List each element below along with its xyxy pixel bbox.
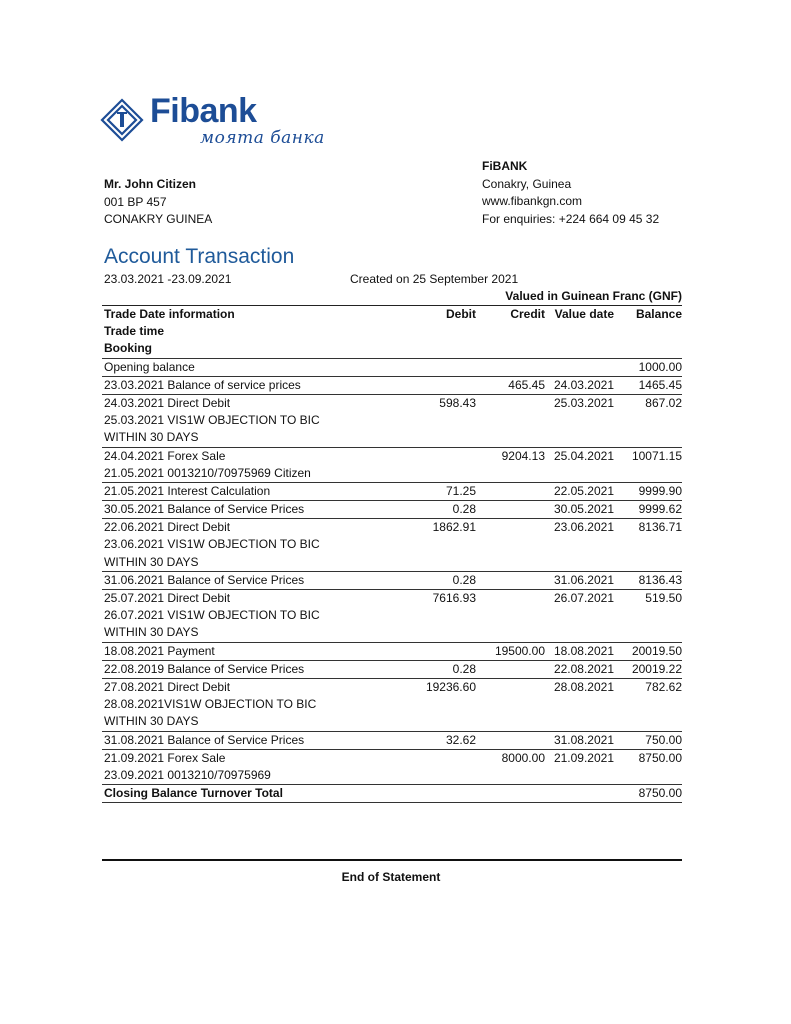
cell-value-date [545, 624, 614, 641]
table-row [102, 679, 682, 696]
header-credit: Credit [510, 307, 545, 321]
cell-description: WITHIN 30 DAYS [104, 714, 199, 729]
cell-balance [614, 713, 682, 730]
cell-value-date [545, 607, 614, 624]
cell-credit [476, 412, 545, 429]
logo-wordmark: Fibank [150, 92, 257, 130]
cell-credit [476, 501, 545, 518]
cell-description: 25.07.2021 Direct Debit [104, 591, 231, 605]
cell-value-date: 18.08.2021 [553, 643, 614, 658]
cell-balance: 8750.00 [638, 750, 682, 765]
table-row [102, 519, 682, 536]
cell-credit: 19500.00 [494, 643, 545, 658]
cell-credit [476, 429, 545, 446]
transaction-group [102, 643, 682, 661]
cell-debit: 598.43 [439, 395, 476, 410]
header-value-date: Value date [554, 307, 614, 321]
cell-balance: 9999.62 [638, 502, 682, 517]
cell-credit [476, 590, 545, 607]
cell-credit: 8000.00 [501, 750, 545, 765]
cell-value-date [545, 465, 614, 482]
closing-balance: 8750.00 [638, 786, 682, 801]
cell-credit [476, 359, 545, 376]
cell-description: 22.08.2019 Balance of Service Prices [104, 661, 305, 676]
cell-credit [476, 661, 545, 678]
cell-description: 23.06.2021 VIS1W OBJECTION TO BIC [104, 537, 320, 552]
transaction-group [102, 679, 682, 732]
cell-description: 18.08.2021 Payment [104, 643, 215, 658]
header-booking: Booking [104, 341, 152, 356]
table-row [102, 395, 682, 412]
customer-address [104, 176, 212, 229]
cell-debit [404, 465, 476, 482]
cell-credit: 465.45 [508, 377, 545, 392]
table-row [102, 429, 682, 446]
table-row [102, 750, 682, 767]
transaction-group [102, 661, 682, 679]
table-row [102, 696, 682, 713]
cell-debit [404, 750, 476, 767]
cell-debit [404, 429, 476, 446]
cell-credit [476, 732, 545, 749]
statement-period: 23.03.2021 -23.09.2021 [104, 272, 232, 286]
table-row [102, 554, 682, 571]
cell-debit [404, 713, 476, 730]
table-row [102, 590, 682, 607]
cell-balance: 8136.71 [638, 520, 682, 535]
cell-balance: 519.50 [645, 591, 682, 605]
table-row [102, 501, 682, 518]
cell-value-date [545, 696, 614, 713]
cell-debit [404, 377, 476, 394]
cell-debit [404, 767, 476, 784]
table-row [102, 572, 682, 589]
customer-address-line1: 001 BP 457 [104, 194, 167, 209]
cell-balance [614, 429, 682, 446]
cell-credit [476, 696, 545, 713]
cell-value-date: 26.07.2021 [553, 591, 614, 605]
cell-credit [476, 519, 545, 536]
table-row [102, 661, 682, 678]
cell-debit: 71.25 [445, 483, 476, 498]
cell-credit [476, 536, 545, 553]
cell-description: 21.09.2021 Forex Sale [104, 750, 226, 765]
cell-value-date: 22.05.2021 [553, 483, 614, 498]
cell-value-date: 23.06.2021 [553, 520, 614, 535]
transaction-group [102, 483, 682, 501]
cell-description: WITHIN 30 DAYS [104, 625, 199, 640]
cell-debit [404, 554, 476, 571]
fibank-logo [100, 92, 350, 156]
cell-description: 25.03.2021 VIS1W OBJECTION TO BIC [104, 413, 320, 428]
transactions-table [102, 305, 682, 803]
cell-debit [404, 359, 476, 376]
cell-debit [404, 607, 476, 624]
cell-value-date: 24.03.2021 [553, 377, 614, 392]
cell-balance [614, 696, 682, 713]
cell-description: 21.05.2021 Interest Calculation [104, 483, 271, 498]
table-row [102, 607, 682, 624]
cell-description: 23.09.2021 0013210/70975969 [104, 767, 271, 782]
transaction-group [102, 750, 682, 785]
table-body [102, 359, 682, 786]
cell-debit [404, 696, 476, 713]
page-title: Account Transaction [104, 245, 295, 268]
cell-credit [476, 395, 545, 412]
cell-description: 30.05.2021 Balance of Service Prices [104, 502, 305, 517]
transaction-group [102, 395, 682, 448]
cell-credit [476, 679, 545, 696]
bank-enquiries: For enquiries: +224 664 09 45 32 [482, 211, 660, 226]
cell-balance [614, 767, 682, 784]
cell-balance [614, 465, 682, 482]
table-row [102, 643, 682, 660]
cell-description: 31.06.2021 Balance of Service Prices [104, 572, 305, 587]
cell-credit [476, 767, 545, 784]
cell-debit: 1862.91 [432, 520, 476, 535]
transaction-group [102, 590, 682, 643]
cell-debit: 0.28 [452, 661, 476, 676]
header-balance: Balance [635, 307, 682, 321]
cell-balance: 20019.50 [631, 643, 682, 658]
cell-description: 24.04.2021 Forex Sale [104, 448, 226, 463]
transaction-group [102, 501, 682, 519]
cell-credit: 9204.13 [501, 448, 545, 463]
cell-credit [476, 572, 545, 589]
cell-value-date: 30.05.2021 [553, 502, 614, 517]
cell-value-date: 22.08.2021 [553, 661, 614, 676]
cell-value-date [545, 713, 614, 730]
cell-description: 31.08.2021 Balance of Service Prices [104, 732, 305, 747]
cell-debit [404, 412, 476, 429]
transaction-group [102, 732, 682, 750]
cell-value-date [545, 412, 614, 429]
table-row [102, 483, 682, 500]
cell-balance: 10071.15 [631, 448, 682, 463]
cell-debit [404, 624, 476, 641]
table-row [102, 465, 682, 482]
cell-value-date: 25.04.2021 [553, 448, 614, 463]
cell-value-date [545, 767, 614, 784]
cell-balance: 20019.22 [631, 661, 682, 676]
customer-name: Mr. John Citizen [104, 177, 197, 191]
cell-balance [614, 624, 682, 641]
cell-value-date: 21.09.2021 [553, 750, 614, 765]
cell-description: WITHIN 30 DAYS [104, 554, 199, 569]
cell-value-date: 28.08.2021 [553, 679, 614, 694]
cell-credit [476, 713, 545, 730]
closing-balance-row [102, 785, 682, 803]
cell-balance: 750.00 [645, 732, 682, 747]
cell-description: 22.06.2021 Direct Debit [104, 520, 231, 535]
table-row [102, 536, 682, 553]
cell-debit [404, 536, 476, 553]
cell-value-date [545, 429, 614, 446]
cell-balance: 867.02 [645, 395, 682, 410]
transaction-group [102, 448, 682, 483]
cell-value-date [545, 536, 614, 553]
currency-note: Valued in Guinean Franc (GNF) [505, 289, 682, 303]
transaction-group [102, 359, 682, 377]
cell-debit: 7616.93 [432, 591, 476, 605]
customer-address-line2: CONAKRY GUINEA [104, 212, 213, 226]
table-row [102, 713, 682, 730]
cell-balance [614, 607, 682, 624]
table-row [102, 624, 682, 641]
cell-value-date [545, 554, 614, 571]
transaction-group [102, 519, 682, 572]
cell-value-date: 25.03.2021 [553, 395, 614, 410]
table-row [102, 767, 682, 784]
bank-website: www.fibankgn.com [482, 194, 583, 208]
bank-name: FiBANK [482, 159, 528, 173]
table-row [102, 377, 682, 394]
statement-created-date: Created on 25 September 2021 [350, 272, 519, 286]
cell-balance: 9999.90 [638, 483, 682, 498]
cell-balance: 1465.45 [638, 377, 682, 392]
cell-description: Opening balance [104, 359, 195, 374]
cell-description: 24.03.2021 Direct Debit [104, 395, 231, 410]
header-debit: Debit [446, 307, 476, 321]
cell-description: 28.08.2021VIS1W OBJECTION TO BIC [104, 697, 317, 712]
cell-credit [476, 483, 545, 500]
cell-balance: 782.62 [645, 679, 682, 694]
cell-value-date: 31.06.2021 [553, 572, 614, 587]
table-header [102, 306, 682, 359]
cell-credit [476, 624, 545, 641]
cell-credit [476, 607, 545, 624]
cell-value-date: 31.08.2021 [553, 732, 614, 747]
cell-debit [404, 643, 476, 660]
table-row [102, 359, 682, 376]
end-rule [102, 859, 682, 861]
cell-description: 21.05.2021 0013210/70975969 Citizen [104, 465, 311, 480]
cell-debit: 19236.60 [425, 679, 476, 694]
transaction-group [102, 377, 682, 395]
cell-description: 27.08.2021 Direct Debit [104, 679, 231, 694]
header-trade-date: Trade Date information [104, 307, 235, 321]
cell-debit: 0.28 [452, 502, 476, 517]
cell-description: 26.07.2021 VIS1W OBJECTION TO BIC [104, 608, 320, 623]
cell-debit: 0.28 [452, 572, 476, 587]
bank-city: Conakry, Guinea [482, 176, 572, 191]
table-row [102, 412, 682, 429]
end-of-statement: End of Statement [341, 870, 441, 884]
cell-balance: 1000.00 [638, 359, 682, 374]
cell-credit [476, 465, 545, 482]
cell-debit [404, 448, 476, 465]
bank-address [482, 158, 659, 228]
table-row [102, 448, 682, 465]
cell-balance [614, 412, 682, 429]
table-row [102, 732, 682, 749]
cell-credit [476, 554, 545, 571]
closing-label: Closing Balance Turnover Total [104, 786, 283, 801]
transaction-group [102, 572, 682, 590]
cell-balance: 8136.43 [638, 572, 682, 587]
cell-balance [614, 554, 682, 571]
cell-debit: 32.62 [445, 732, 476, 747]
header-trade-time: Trade time [104, 324, 165, 339]
fibank-diamond-icon [100, 98, 144, 142]
cell-balance [614, 536, 682, 553]
cell-value-date [545, 359, 614, 376]
cell-description: WITHIN 30 DAYS [104, 430, 199, 445]
cell-description: 23.03.2021 Balance of service prices [104, 377, 301, 392]
logo-tagline: моята банка [200, 128, 325, 148]
